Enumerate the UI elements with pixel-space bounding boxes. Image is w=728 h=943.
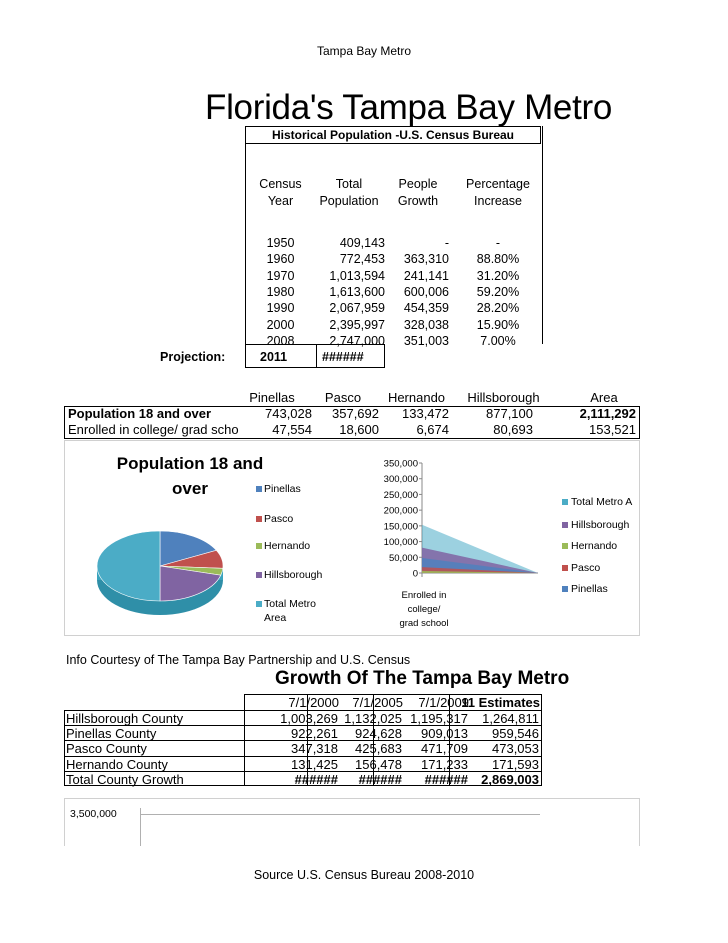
growth-cell: 473,053 xyxy=(492,741,539,757)
projection-year: 2011 xyxy=(260,350,288,364)
population18-cell: 2,111,292 xyxy=(579,406,636,421)
projection-value: ###### xyxy=(322,350,364,364)
area-x-label: grad school xyxy=(399,618,449,629)
area-x-label: college/ xyxy=(407,604,441,615)
population18-cell: 18,600 xyxy=(339,422,379,437)
charts-svg xyxy=(64,440,640,636)
area-ytick-label: 300,000 xyxy=(383,474,418,486)
area-legend-label: Pinellas xyxy=(571,583,608,595)
pie-legend-label: Area xyxy=(264,612,287,624)
population18-cell: 133,472 xyxy=(402,406,449,421)
growth-cell: 471,709 xyxy=(421,741,468,757)
area-legend-swatch xyxy=(562,565,568,571)
population18-header: Pasco xyxy=(324,390,362,405)
historical-cell: 1970 xyxy=(266,268,295,283)
growth-row-label: Hillsborough County xyxy=(66,711,184,726)
growth-row-label: Pinellas County xyxy=(66,726,157,742)
area-legend-label: Hillsborough xyxy=(571,519,630,531)
growth-header: 7/1/2000 xyxy=(288,695,339,710)
population18-headers xyxy=(64,390,640,406)
pie-legend-swatch xyxy=(256,516,262,522)
area-legend-label: Hernando xyxy=(571,540,618,552)
historical-headers xyxy=(245,176,541,212)
historical-cell: 1,613,600 xyxy=(329,284,385,299)
historical-cell: 1950 xyxy=(266,236,295,250)
growth-cell: ###### xyxy=(358,771,402,787)
projection-label: Projection: xyxy=(160,350,226,364)
area-legend-swatch xyxy=(562,543,568,549)
growth-cell: 171,233 xyxy=(421,756,468,772)
population18-header: Hillsborough xyxy=(467,390,540,405)
historical-cell: 31.20% xyxy=(476,268,520,283)
area-legend-label: Total Metro A xyxy=(571,496,633,508)
historical-cell: 2000 xyxy=(266,317,295,332)
pie-legend-label: Hernando xyxy=(264,540,311,552)
growth-cell: 1,264,811 xyxy=(482,711,539,726)
historical-cell: 2,747,000 xyxy=(329,333,385,348)
header-total-population: Total Population xyxy=(319,177,379,208)
pie-legend-label: Total Metro xyxy=(264,598,316,610)
page-header: Tampa Bay Metro xyxy=(316,44,412,58)
historical-cell: 351,003 xyxy=(403,333,449,348)
pie-legend-label: Hillsborough xyxy=(264,569,323,581)
historical-cell: 600,006 xyxy=(403,284,449,299)
historical-cell: 454,359 xyxy=(403,301,449,316)
pie-legend-label: Pinellas xyxy=(264,483,301,495)
growth-row-label: Pasco County xyxy=(66,741,147,757)
growth-cell: 1,132,025 xyxy=(344,711,402,726)
population18-header: Area xyxy=(590,390,618,405)
historical-cell: 7.00% xyxy=(480,333,516,348)
population18-cell: 743,028 xyxy=(265,406,312,421)
area-legend-label: Pasco xyxy=(571,562,601,574)
growth-cell: 909,013 xyxy=(421,726,468,742)
historical-cell: 409,143 xyxy=(339,236,385,250)
pie-legend-swatch xyxy=(256,486,262,492)
pie-title-line: over xyxy=(172,479,208,498)
population18-row-label: Enrolled in college/ grad scho xyxy=(68,422,239,437)
historical-cell: 2,067,959 xyxy=(329,301,385,316)
historical-cell: 59.20% xyxy=(476,284,520,299)
projection-row xyxy=(245,344,385,368)
growth-cell: 1,003,269 xyxy=(280,711,338,726)
historical-cell: 88.80% xyxy=(476,252,520,267)
growth-title: Growth Of The Tampa Bay Metro xyxy=(275,668,570,689)
historical-cell: 1960 xyxy=(266,252,295,267)
population18-row-label: Population 18 and over xyxy=(68,406,212,421)
historical-cell: 772,453 xyxy=(339,252,385,267)
population18-table xyxy=(64,388,640,438)
area-ytick-label: 200,000 xyxy=(383,505,418,517)
population18-cell: 357,692 xyxy=(332,406,379,421)
historical-cell: - xyxy=(495,236,501,250)
historical-cell: 15.90% xyxy=(476,317,520,332)
growth-cell: 2,869,003 xyxy=(481,771,539,787)
bottom-chart-ytick: 3,500,000 xyxy=(70,808,117,820)
pie-legend-label: Pasco xyxy=(264,513,294,525)
historical-caption: Historical Population -U.S. Census Bureau xyxy=(245,126,541,144)
courtesy-note: Info Courtesy of The Tampa Bay Partnership and U.S. Census xyxy=(66,653,411,667)
growth-cell: 347,318 xyxy=(291,741,338,757)
growth-header: 11 Estimates xyxy=(461,695,540,710)
area-ytick-label: 350,000 xyxy=(383,458,418,470)
population18-header: Hernando xyxy=(387,390,446,405)
growth-row-label: Hernando County xyxy=(66,756,168,772)
growth-header: 7/1/2009 xyxy=(418,695,469,710)
population18-cell: 877,100 xyxy=(486,406,533,421)
population18-header: Pinellas xyxy=(249,390,295,405)
area-ytick-label: 0 xyxy=(412,568,418,580)
historical-cell: 1990 xyxy=(266,301,295,316)
historical-cell: 241,141 xyxy=(403,268,449,283)
population18-cell: 6,674 xyxy=(416,422,449,437)
page-title: Florida's Tampa Bay Metro xyxy=(205,88,613,127)
area-legend-swatch xyxy=(562,586,568,592)
population18-cell: 80,693 xyxy=(493,422,533,437)
pie-legend-swatch xyxy=(256,572,262,578)
growth-row-label: Total County Growth xyxy=(66,771,184,787)
growth-header: 7/1/2005 xyxy=(352,695,403,710)
population18-cell: 47,554 xyxy=(272,422,312,437)
area-ytick-label: 250,000 xyxy=(383,489,418,501)
historical-cell: 28.20% xyxy=(476,301,520,316)
pie-title-line: Population 18 and xyxy=(116,454,264,473)
area-ytick-label: 150,000 xyxy=(383,521,418,533)
area-x-label: Enrolled in xyxy=(401,590,447,601)
historical-cell: 1980 xyxy=(266,284,295,299)
growth-cell: ###### xyxy=(424,771,468,787)
area-ytick-label: 50,000 xyxy=(388,552,418,564)
growth-cell: 171,593 xyxy=(492,756,539,772)
growth-cell: 959,546 xyxy=(492,726,539,742)
growth-cell: 1,195,317 xyxy=(410,711,468,726)
header-people-growth: People Growth xyxy=(397,177,439,208)
growth-cell: 924,628 xyxy=(355,726,402,742)
historical-cell: 2,395,997 xyxy=(329,317,385,332)
growth-cell: 425,683 xyxy=(355,741,402,757)
historical-cell: - xyxy=(444,236,449,250)
source-note: Source U.S. Census Bureau 2008-2010 xyxy=(253,868,475,882)
pie-legend-swatch xyxy=(256,543,262,549)
growth-cell: ###### xyxy=(294,771,338,787)
bottom-chart-frame xyxy=(64,798,640,846)
header-percentage-increase: Percentage Increase xyxy=(466,177,530,208)
pie-legend-swatch xyxy=(256,601,262,607)
historical-cell: 328,038 xyxy=(403,317,449,332)
historical-cell: 363,310 xyxy=(403,252,449,267)
area-ytick-label: 100,000 xyxy=(383,537,418,549)
population18-cell: 153,521 xyxy=(589,422,636,437)
area-legend-swatch xyxy=(562,522,568,528)
historical-cell: 2008 xyxy=(266,333,295,348)
growth-cell: 922,261 xyxy=(291,726,338,742)
growth-cell: 156,478 xyxy=(355,756,402,772)
growth-table xyxy=(64,692,544,788)
header-census-year: Census Year xyxy=(259,177,302,208)
growth-cell: 131,425 xyxy=(291,756,338,772)
area-legend-swatch xyxy=(562,499,568,505)
historical-cell: 1,013,594 xyxy=(329,268,385,283)
